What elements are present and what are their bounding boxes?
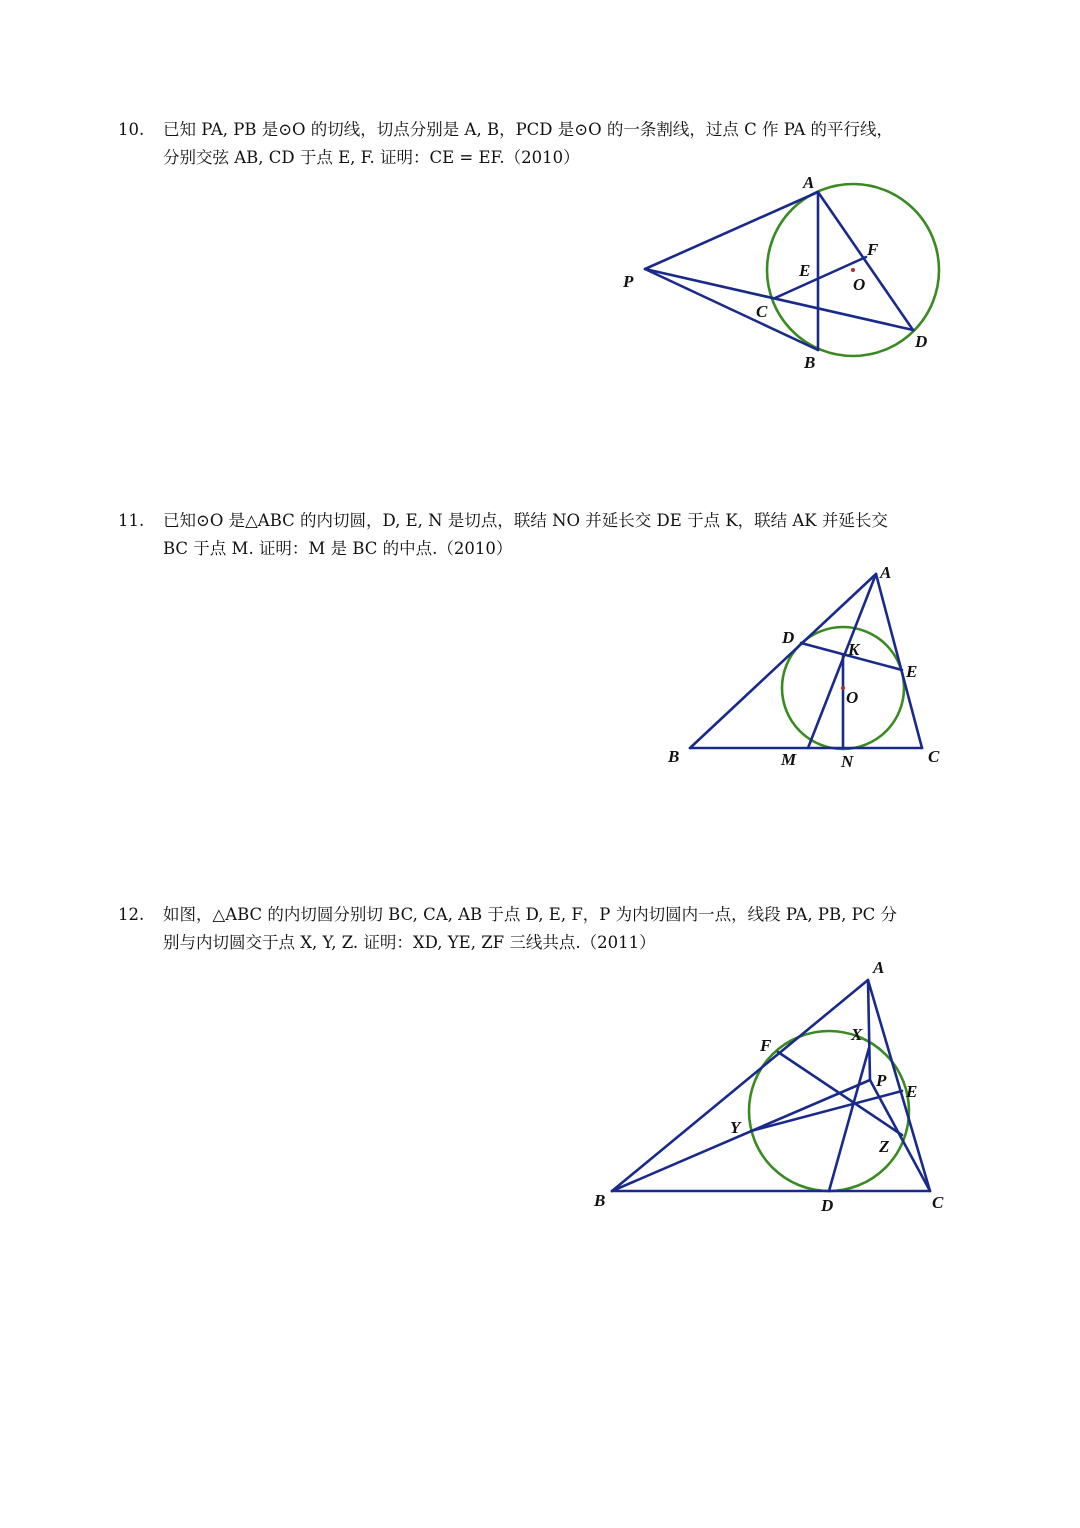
label-d: D	[915, 332, 928, 351]
segment-ye	[751, 1091, 902, 1131]
label-z: Z	[879, 1137, 890, 1156]
segment-pb	[612, 1080, 870, 1191]
label-b: B	[804, 353, 816, 372]
label-b: B	[668, 747, 680, 766]
segment-zf	[778, 1052, 902, 1135]
label-p: P	[623, 272, 634, 291]
label-x: X	[851, 1025, 863, 1044]
label-f: F	[760, 1036, 772, 1055]
statement-line: 如图，△ABC 的内切圆分别切 BC, CA, AB 于点 D, E, F，P 为内切圆内一点，线段 PA, PB, PC 分	[163, 905, 898, 924]
problem-number: 10.	[118, 120, 145, 139]
segment-pa	[868, 980, 870, 1080]
label-e: E	[906, 662, 918, 681]
label-b: B	[594, 1191, 606, 1210]
segment-xd	[829, 1048, 869, 1191]
label-e: E	[906, 1082, 918, 1101]
statement-line: 已知⊙O 是△ABC 的内切圆，D, E, N 是切点，联结 NO 并延长交 DE 于点 K，联结 AK 并延长交	[163, 511, 888, 530]
label-d: D	[821, 1196, 834, 1215]
label-a: A	[873, 958, 885, 977]
statement-line: 分别交弦 AB, CD 于点 E, F. 证明：CE = EF.（2010）	[163, 148, 580, 167]
label-o: O	[846, 688, 859, 707]
statement-line: 已知 PA, PB 是⊙O 的切线，切点分别是 A, B，PCD 是⊙O 的一条割线，过点 C 作 PA 的平行线，	[163, 120, 893, 139]
label-e: E	[799, 261, 811, 280]
label-a: A	[880, 563, 892, 582]
problem-number: 11.	[118, 511, 145, 530]
label-k: K	[848, 640, 860, 659]
label-o: O	[853, 275, 866, 294]
label-f: F	[867, 240, 879, 259]
label-c: C	[928, 747, 940, 766]
label-m: M	[781, 750, 797, 769]
label-c: C	[756, 302, 768, 321]
label-n: N	[841, 752, 854, 771]
statement-line: BC 于点 M. 证明：M 是 BC 的中点.（2010）	[163, 539, 513, 558]
label-p: P	[876, 1071, 887, 1090]
label-a: A	[803, 173, 815, 192]
problem-number: 12.	[118, 905, 145, 924]
label-y: Y	[730, 1118, 741, 1137]
label-d: D	[782, 628, 795, 647]
label-c: C	[932, 1193, 944, 1212]
statement-line: 别与内切圆交于点 X, Y, Z. 证明：XD, YE, ZF 三线共点.（2011）	[163, 933, 656, 952]
